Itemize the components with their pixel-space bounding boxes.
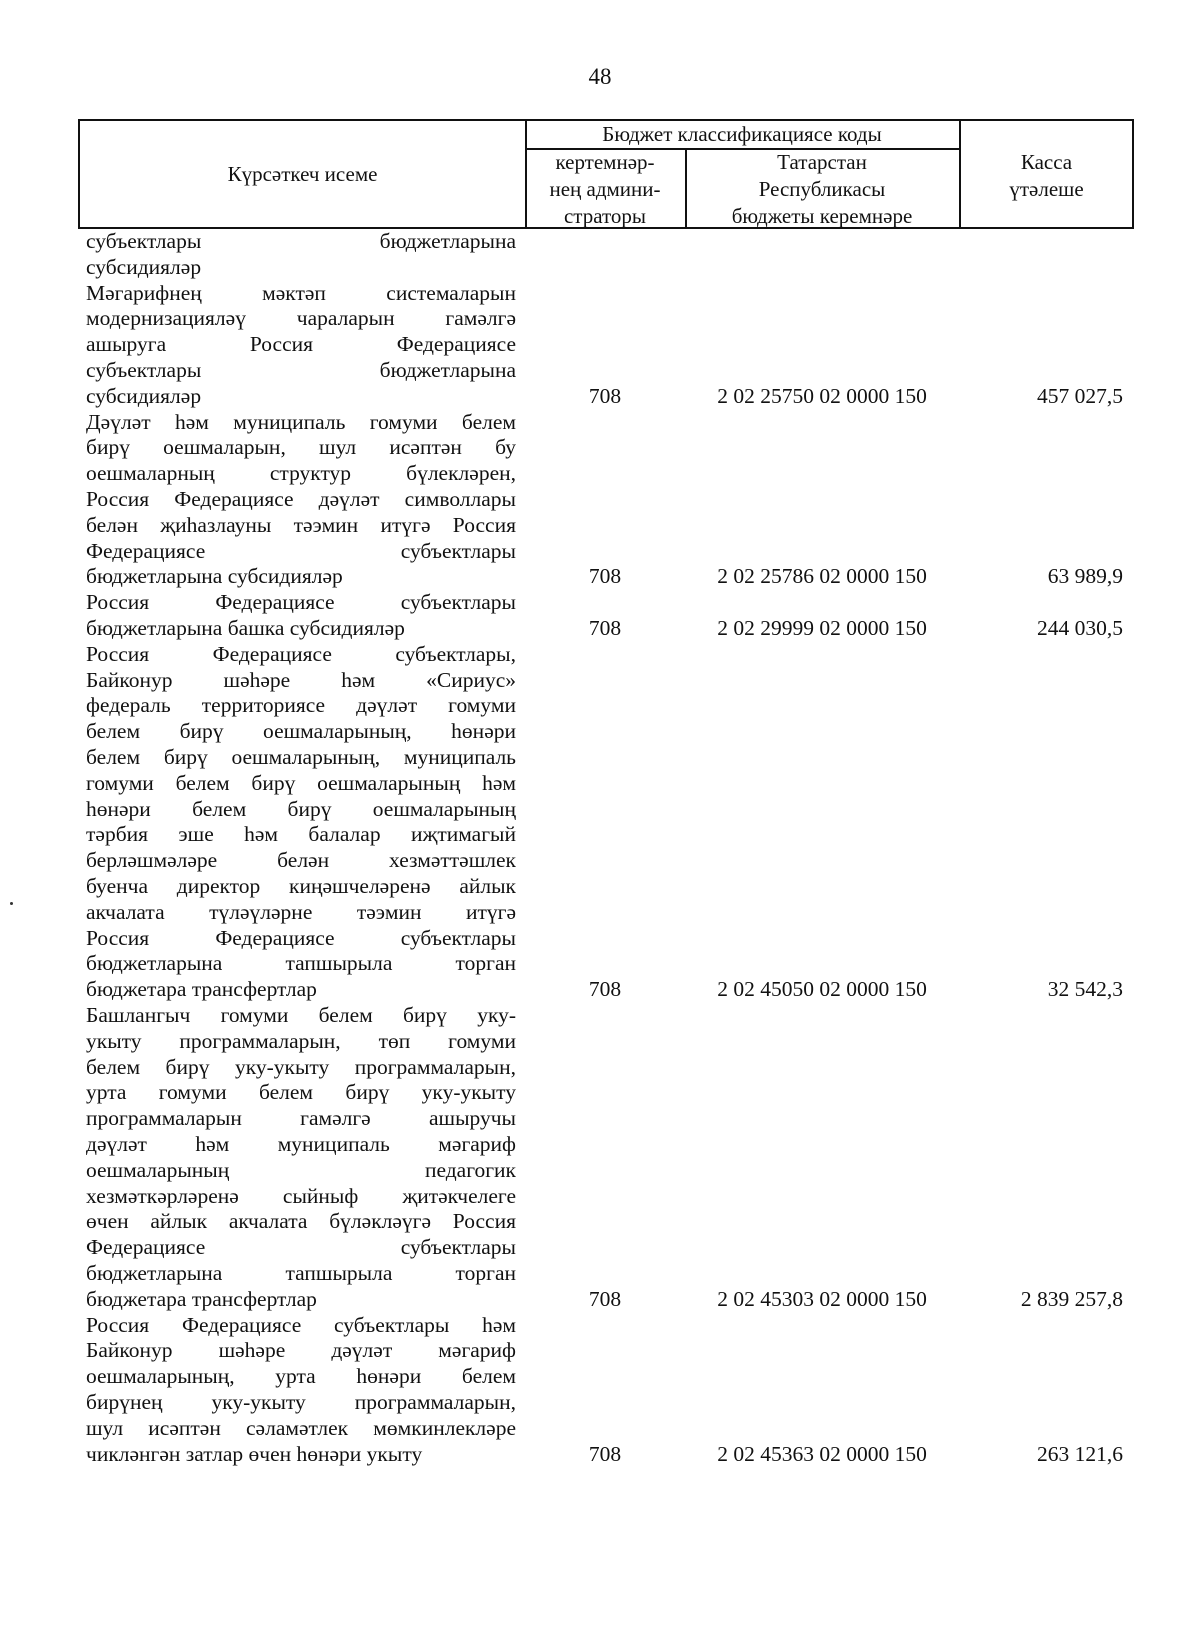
row-revenue-code: 2 02 45050 02 0000 150 (717, 977, 927, 1002)
description-line: бюджетларына тапшырыла торган (86, 1260, 516, 1285)
row-revenue-code: 2 02 25750 02 0000 150 (717, 383, 927, 408)
description-line: бюджетларына башка субсидияләр (86, 615, 405, 640)
description-line: Россия Федерациясе субъектлары (86, 590, 516, 615)
description-line: субъектлары бюджетларына (86, 229, 516, 253)
description-line: буенча директор киңәшчеләренә айлык (86, 873, 516, 898)
row-description (86, 281, 516, 410)
row-revenue-code: 2 02 45303 02 0000 150 (717, 1286, 927, 1311)
description-line: программаларын гамәлгә ашыручы (86, 1106, 516, 1131)
description-line: гомуми белем бирү оешмаларының һәм (86, 770, 516, 795)
row-amount: 244 030,5 (1037, 615, 1123, 640)
scan-speck (10, 902, 13, 905)
row-description (86, 1313, 516, 1468)
table-header (78, 119, 1134, 229)
row-revenue-code: 2 02 29999 02 0000 150 (717, 615, 927, 640)
description-line: бирүнең уку-укыту программаларын, (86, 1389, 516, 1414)
description-line: Россия Федерациясе дәүләт символлары (86, 486, 516, 511)
description-line: берләшмәләре белән хезмәттәшлек (86, 848, 516, 873)
description-line: Мәгарифнең мәктәп системаларын (86, 280, 516, 305)
description-line: Байконур шәһәре дәүләт мәгариф (86, 1338, 516, 1363)
description-line: федераль территориясе дәүләт гомуми (86, 693, 516, 718)
description-line: урта гомуми белем бирү уку-укыту (86, 1080, 516, 1105)
description-line: оешмаларының педагогик (86, 1157, 516, 1182)
description-line: субсидияләр (86, 383, 202, 408)
row-revenue-code: 2 02 45363 02 0000 150 (717, 1441, 927, 1466)
row-admin-code: 708 (588, 383, 622, 408)
description-line: чикләнгән затлар өчен һөнәри укыту (86, 1441, 423, 1466)
description-line: оешмаларының, урта һөнәри белем (86, 1364, 516, 1389)
description-line: һөнәри белем бирү оешмаларының (86, 796, 516, 821)
description-line: белем бирү оешмаларының, муниципаль (86, 744, 516, 769)
header-revenue-administrators: кертемнәр- нең админи- страторы (549, 150, 661, 228)
description-line: Россия Федерациясе субъектлары, (86, 641, 516, 666)
description-line: хезмәткәрләренә сыйныф җитәкчелеге (86, 1183, 516, 1208)
description-line: бюджетларына субсидияләр (86, 564, 343, 589)
description-line: шул исәптән сәламәтлек мөмкинлекләре (86, 1415, 516, 1440)
description-line: бирү оешмаларын, шул исәптән бу (86, 435, 516, 460)
description-line: субсидияләр (86, 254, 202, 279)
description-line: Федерациясе субъектлары (86, 1235, 516, 1260)
description-line: дәүләт һәм муниципаль мәгариф (86, 1131, 516, 1156)
row-description (86, 229, 516, 281)
row-description (86, 410, 516, 591)
description-line: Россия Федерациясе субъектлары (86, 925, 516, 950)
row-admin-code: 708 (588, 564, 622, 589)
row-admin-code: 708 (588, 977, 622, 1002)
row-amount: 32 542,3 (1047, 977, 1123, 1002)
header-cash-execution: Касса үтәлеше (1009, 150, 1084, 201)
description-line: оешмаларның структур бүлекләрен, (86, 461, 516, 486)
description-line: модернизацияләү чараларын гамәлгә (86, 306, 516, 331)
description-line: Башлангыч гомуми белем бирү уку- (86, 1003, 516, 1027)
page-number: 48 (588, 64, 612, 89)
description-line: өчен айлык акчалата бүләкләүгә Россия (86, 1209, 516, 1234)
description-line: ашыруга Россия Федерациясе (86, 332, 516, 357)
description-line: белем бирү оешмаларының, һөнәри (86, 719, 516, 744)
description-line: белән җиһазлауны тәэмин итүгә Россия (86, 512, 516, 537)
row-amount: 457 027,5 (1037, 383, 1123, 408)
description-line: укыту программаларын, төп гомуми (86, 1028, 516, 1053)
description-line: субъектлары бюджетларына (86, 357, 516, 382)
row-description (86, 590, 516, 642)
description-line: Дәүләт һәм муниципаль гомуми белем (86, 409, 516, 434)
description-line: Байконур шәһәре һәм «Сириус» (86, 667, 516, 692)
row-admin-code: 708 (588, 615, 622, 640)
description-line: Россия Федерациясе субъектлары һәм (86, 1312, 516, 1337)
description-line: бюджетара трансфертлар (86, 977, 317, 1002)
row-admin-code: 708 (588, 1286, 622, 1311)
row-description (86, 642, 516, 1003)
row-admin-code: 708 (588, 1441, 622, 1466)
description-line: Федерациясе субъектлары (86, 538, 516, 563)
row-amount: 63 989,9 (1047, 564, 1123, 589)
row-description (86, 1003, 516, 1313)
description-line: бюджетара трансфертлар (86, 1286, 317, 1311)
description-line: белем бирү уку-укыту программаларын, (86, 1054, 516, 1079)
header-budget-classification: Бюджет классификациясе коды (602, 122, 882, 146)
header-indicator-name: Күрсәткеч исеме (227, 162, 378, 186)
description-line: акчалата түләүләрне тәэмин итүгә (86, 899, 516, 924)
description-line: бюджетларына тапшырыла торган (86, 951, 516, 976)
row-revenue-code: 2 02 25786 02 0000 150 (717, 564, 927, 589)
row-amount: 263 121,6 (1037, 1441, 1123, 1466)
header-tatarstan-revenues: Татарстан Республикасы бюджеты керемнәре (731, 150, 913, 228)
row-amount: 2 839 257,8 (1020, 1286, 1123, 1311)
description-line: тәрбия эше һәм балалар иҗтимагый (86, 822, 516, 847)
